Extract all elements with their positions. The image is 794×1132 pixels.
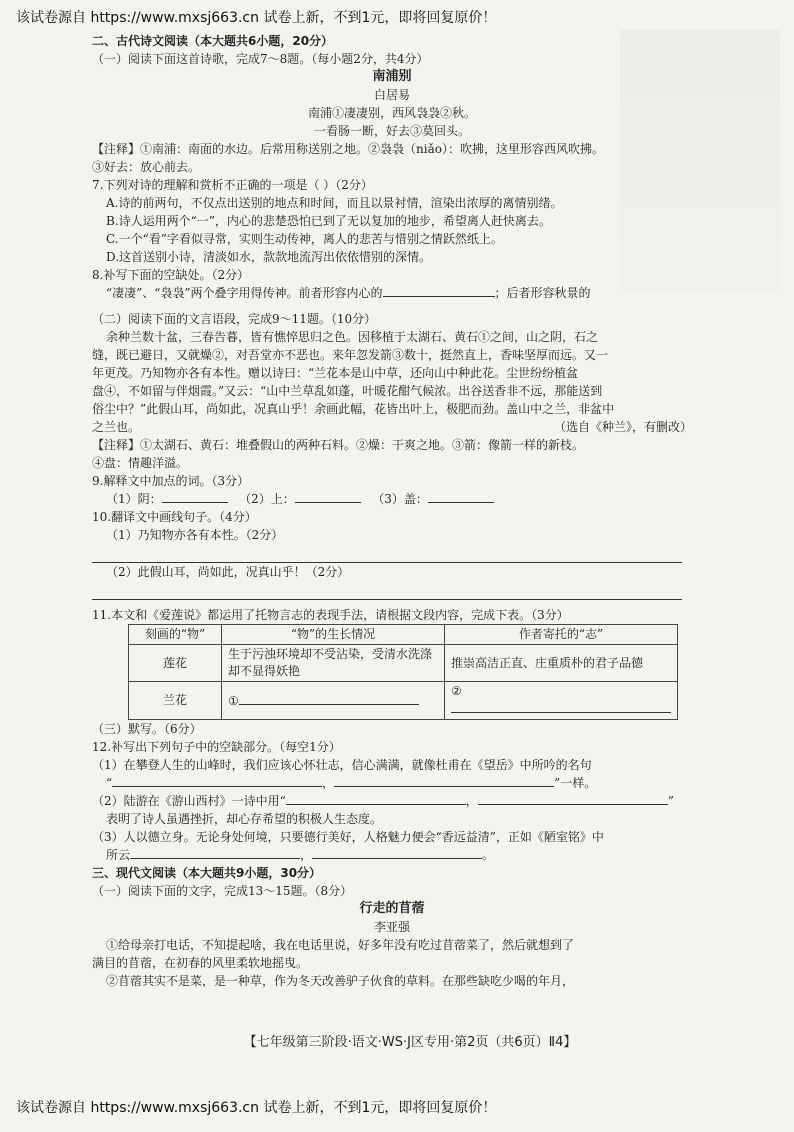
exam-page — [92, 32, 692, 990]
poem-author: 白居易 — [373, 88, 410, 102]
article-author: 李亚强 — [373, 920, 410, 934]
q11-row-lotus — [129, 645, 678, 682]
q11-stem: 11.本文和《爱莲说》都运用了托物言志的表现手法，请根据文段内容，完成下表。（3分） — [92, 608, 569, 622]
q12-item-2-text: （2）陆游在《游山西村》一诗中用“ — [92, 794, 286, 808]
table-header-cell: “物”的生长情况 — [222, 625, 445, 645]
q11-row-orchid — [129, 682, 678, 720]
q12-item-2-cont: 表明了诗人虽遇挫折，却心存希望的积极人生态度。 — [106, 812, 383, 826]
quote-open: “ — [106, 776, 113, 790]
q8-blank-1[interactable] — [383, 284, 495, 297]
part-1-intro: （一）阅读下面这首诗歌，完成7～8题。（每小题2分，共4分） — [92, 52, 429, 66]
section-3-heading: 三、现代文阅读（本大题共9小题，30分） — [92, 866, 322, 880]
q12-item-3-lead: 所云 — [106, 848, 131, 862]
q10-answer-line-1[interactable] — [92, 544, 682, 563]
q10-item-2: （2）此假山耳，尚如此，况真山乎！（2分） — [106, 565, 350, 579]
q8-stem: 8.补写下面的空缺处。（2分） — [92, 268, 250, 282]
article-para-1b: 满目的苜蓿，在初春的风里柔软地摇曳。 — [92, 956, 309, 970]
q9-blank-2[interactable] — [295, 490, 361, 503]
table-cell-answer[interactable] — [222, 682, 445, 720]
q12-blank-6[interactable] — [312, 846, 482, 859]
q8-text-b: ；后者形容秋景的 — [494, 286, 591, 300]
q7-option-b: B.诗人运用两个“一”，内心的悲楚恐怕已到了无以复加的地步，希望离人赶快离去。 — [106, 214, 551, 228]
q12-blank-2[interactable] — [334, 774, 554, 787]
passage-note-2: ④盘：情趣洋溢。 — [92, 456, 189, 470]
table-header-cell: 作者寄托的“志” — [445, 625, 678, 645]
q12-blank-4[interactable] — [478, 792, 668, 805]
q7-option-d: D.这首送别小诗，清淡如水，款款地流泻出依依惜别的深情。 — [106, 250, 432, 264]
q9-items — [92, 490, 692, 508]
poem-title: 南浦别 — [372, 69, 412, 84]
q12-blank-5[interactable] — [130, 846, 300, 859]
passage-note-1: 【注释】①太湖石、黄石：堆叠假山的两种石料。②燥：干爽之地。③箭：像箭一样的新枝。 — [92, 438, 585, 452]
q12-item-3-text: （3）人以德立身。无论身处何境，只要德行美好，人格魅力便会“香远益清”，正如《陋室铭》中 — [92, 830, 604, 844]
q9-item-2: （2）上： — [239, 492, 295, 506]
source-banner-bottom: 该试卷源自 https://www.mxsj663.cn 试卷上新，不到1元，即将回复原价！ — [16, 1100, 497, 1116]
q7-stem: 7.下列对诗的理解和赏析不正确的一项是（ ）（2分） — [92, 178, 373, 192]
passage-line-6: 之兰也。 — [92, 420, 141, 434]
answer-marker-2: ② — [451, 684, 462, 698]
part-2-intro: （二）阅读下面的文言语段，完成9～11题。（10分） — [92, 312, 377, 326]
q11-blank-2[interactable] — [451, 700, 671, 713]
part-3-intro: （三）默写。（6分） — [92, 722, 202, 736]
part-3-1-intro: （一）阅读下面的文字，完成13～15题。（8分） — [92, 884, 353, 898]
q7-option-c: C.一个“看”字看似寻常，实则生动传神，离人的悲苦与惜别之情跃然纸上。 — [106, 232, 503, 246]
q12-blank-3[interactable] — [286, 792, 466, 805]
table-cell: 兰花 — [129, 682, 222, 720]
q9-stem: 9.解释文中加点的词。（3分） — [92, 474, 250, 488]
q12-blank-1[interactable] — [112, 774, 322, 787]
q10-item-1: （1）乃知物亦各有本性。（2分） — [106, 528, 284, 542]
table-cell: 莲花 — [129, 645, 222, 682]
q9-item-3: （3）盖： — [372, 492, 428, 506]
table-cell: 推崇高洁正直、庄重质朴的君子品德 — [445, 645, 678, 682]
passage-line-3: 年更茂。乃知物亦各有本性。赠以诗曰：“兰花本是山中草，还向山中种此花。尘世纷纷植盆 — [92, 366, 579, 380]
q9-item-1: （1）阴： — [106, 492, 162, 506]
q11-blank-1[interactable] — [239, 692, 419, 705]
table-cell: 生于污浊环境却不受沾染，受清水洗涤却不显得妖艳 — [222, 645, 445, 682]
q8-text-a: “凄凄”、“袅袅”两个叠字用得传神。前者形容内心的 — [106, 286, 383, 300]
q10-answer-line-2[interactable] — [92, 581, 682, 600]
article-para-1a: ①给母亲打电话，不知提起啥，我在电话里说，好多年没有吃过苜蓿菜了，然后就想到了 — [106, 938, 575, 952]
poem-line-2: 一看肠一断，好去③莫回头。 — [313, 124, 470, 138]
q12-item-1-text: （1）在攀登人生的山峰时，我们应该心怀壮志，信心满满，就像杜甫在《望岳》中所吟的名句 — [92, 758, 592, 772]
article-para-2: ②苜蓿其实不是菜，是一种草，作为冬天改善驴子伙食的草料。在那些缺吃少喝的年月， — [106, 974, 575, 988]
q8-line — [92, 284, 692, 302]
quote-close: ” — [667, 794, 674, 808]
comma: ， — [322, 776, 335, 790]
answer-marker-1: ① — [228, 693, 239, 708]
source-banner-top: 该试卷源自 https://www.mxsj663.cn 试卷上新，不到1元，即将回复原价！ — [16, 10, 497, 26]
q12-item-1-blanks — [92, 774, 692, 792]
passage-line-5: 俗尘中？”此假山耳，尚如此，况真山乎！余画此幅，花皆出叶上，极肥而劲。盖山中之兰，非盆中 — [92, 402, 615, 416]
q10-stem: 10.翻译文中画线句子。（4分） — [92, 510, 257, 524]
poem-note-1: 【注释】①南浦：南面的水边。后常用称送别之地。②袅袅（niǎo）：吹拂，这里形容西风吹拂。 — [92, 142, 604, 156]
q11-table — [128, 624, 678, 720]
q12-item-3-end: 。 — [482, 848, 495, 862]
q12-stem: 12.补写出下列句子中的空缺部分。（每空1分） — [92, 740, 341, 754]
table-header-cell: 刻画的“物” — [129, 625, 222, 645]
table-cell-answer[interactable] — [445, 682, 678, 720]
poem-line-1: 南浦①凄凄别，西风袅袅②秋。 — [307, 106, 476, 120]
q12-item-3-blank-line: 所云 ， 。 — [106, 848, 495, 862]
poem-note-2: ③好去：放心前去。 — [92, 160, 201, 174]
q7-option-a: A.诗的前两句，不仅点出送别的地点和时间，而且以景衬情，渲染出浓厚的离情别绪。 — [106, 196, 563, 210]
passage-line-1: 余种兰数十盆，三春告暮，皆有憔悴思归之色。因移植于太湖石、黄石①之间，山之阴，石之 — [106, 330, 599, 344]
q9-blank-3[interactable] — [428, 490, 494, 503]
q12-item-1-end: ”一样。 — [554, 776, 597, 790]
q9-blank-1[interactable] — [162, 490, 228, 503]
passage-line-6-row — [92, 418, 692, 436]
section-2-heading: 二、古代诗文阅读（本大题共6小题，20分） — [92, 34, 334, 48]
q12-item-2-line: （2）陆游在《游山西村》一诗中用“ ， ” — [92, 794, 674, 808]
q11-table-header — [129, 625, 678, 645]
page-footer: 【七年级第三阶段·语文·WS·J区专用·第2页（共6页）Ⅱ4】 — [243, 1035, 577, 1050]
passage-line-2: 缝，既已避日，又就燥②，对吾堂亦不恶也。来年忽发箭③数十，挺然直上，香味坚厚而远。又一 — [92, 348, 609, 362]
article-title: 行走的苜蓿 — [359, 901, 425, 916]
passage-line-4: 盘④，不如留与伴烟霞。”又云：“山中兰草乱如蓬，叶暖花酣气候浓。出谷送香非不远，那能送到 — [92, 384, 603, 398]
passage-source: （选自《种兰》，有删改） — [553, 420, 692, 434]
